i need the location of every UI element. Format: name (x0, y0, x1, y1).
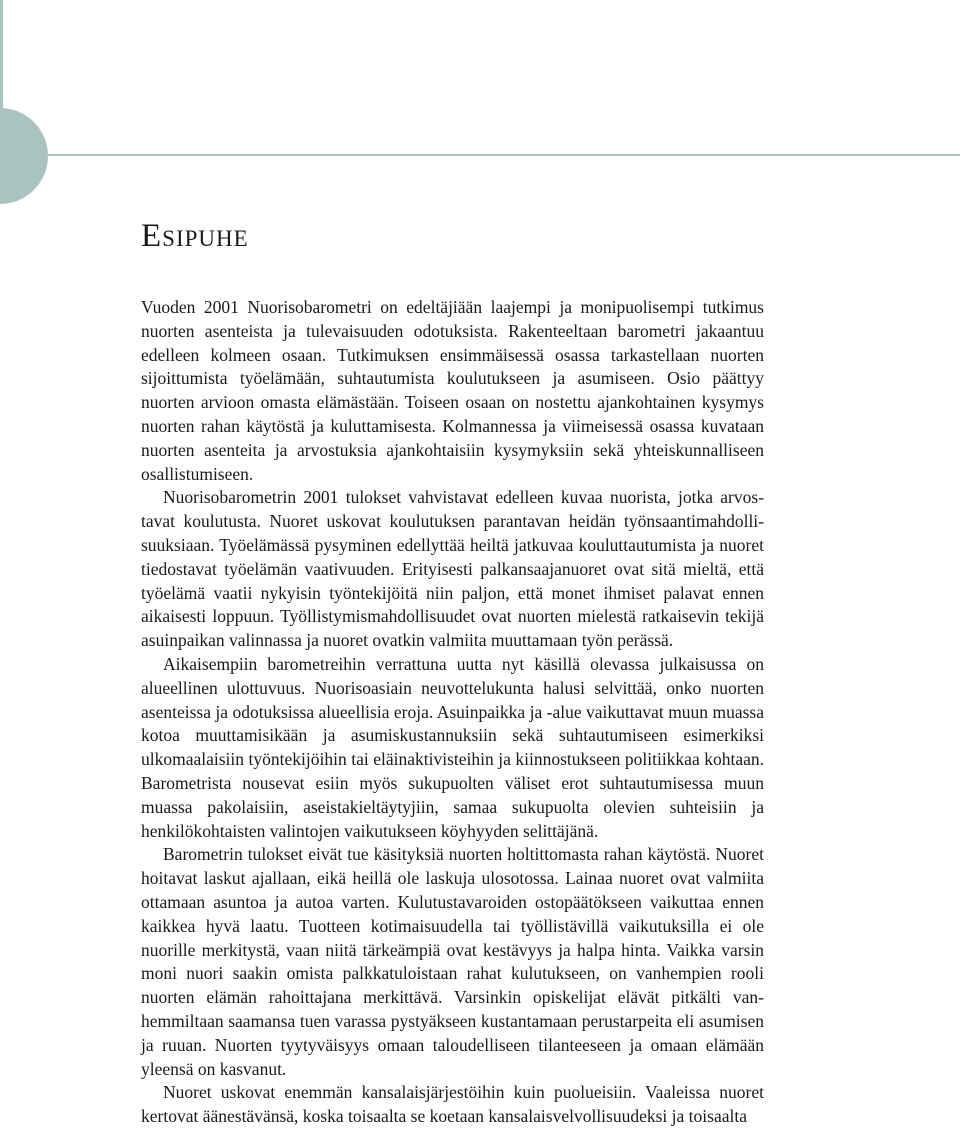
paragraph-3: Aikaisempiin barometreihin verrattuna uutta nyt käsillä olevassa julkaisussa on alueellinen ulottuvuus. Nuorisoasiain neuvottelukunta halusi selvittää, onko nuorten asenteissa ja odotuksissa alueellisia eroja. Asuinpaikka ja -alue vaikuttavat muun muassa kotoa muuttamisikään ja asumiskustannuksiin sekä suhtautumiseen esimerkiksi ulkomaalaisiin työntekijöihin tai eläinaktivisteihin ja kiinnostukseen politiikkaa kohtaan. Barometrista nousevat esiin myös sukupuolten väliset erot suhtautumisessa muun muassa pakolaisiin, aseistakieltäytyjiin, samaa sukupuolta olevien suhteisiin ja henkilökohtaisten valintojen vaikutukseen köyhyyden selittäjänä. (141, 653, 764, 841)
paragraph-4: Barometrin tulokset eivät tue käsityksiä nuorten holtittomasta rahan käytöstä. Nuoret hoitavat laskut ajallaan, eikä heillä ole laskuja ulosotossa. Lainaa nuoret ovat valmiita ottamaan asuntoa ja autoa varten. Kulutustavaroiden ostopäätökseen vaikuttaa ennen kaikkea hyvä laatu. Tuotteen kotimaisuudella tai työllistävillä vaikutuksilla ei ole nuorille merkitystä, vaan niitä tärkeämpiä ovat kestävyys ja halpa hinta. Vaikka varsin moni nuori saakin omista palkkatuloistaan rahat kulutukseen, on vanhempien rooli nuorten elämän rahoittajana merkittävä. Varsinkin opiskelijat elävät pitkälti vanhemmiltaan saamansa tuen varassa pystyäkseen kustantamaan perustarpeita eli asumisen ja ruuan. Nuorten tyytyväisyys omaan taloudelliseen tilanteeseen ja omaan elämään yleensä on kasvanut. (141, 844, 764, 1079)
paragraph-2: Nuorisobarometrin 2001 tulokset vahvistavat edelleen kuvaa nuorista, jotka arvostavat koulutusta. Nuoret uskovat koulutuksen parantavan heidän työnsaantimahdollisuuksiaan. Työelämässä pysyminen edellyttää heiltä jatkuvaa kouluttautumista ja nuoret tiedostavat työelämän vaativuuden. Erityisesti palkansaajanuoret ovat sitä mieltä, että työelämä vaatii nykyisin työntekijöitä niin paljon, että monet ihmiset palavat ennen aikaisesti loppuun. Työllistymismahdollisuudet ovat nuorten mielestä ratkaisevin tekijä asuinpaikan valinnassa ja nuoret ovatkin valmiita muuttamaan työn perässä. (141, 487, 764, 651)
chapter-title: Esipuhe (141, 218, 249, 254)
paragraph-1: Vuoden 2001 Nuorisobarometri on edeltäjiään laajempi ja monipuolisempi tutkimus nuorten asenteista ja tulevaisuuden odotuksista. Rakenteeltaan barometri jakaantuu edelleen kolmeen osaan. Tutkimuksen ensimmäisessä osassa tarkastellaan nuorten sijoittumista työelämään, suhtautumista koulutukseen ja asumiseen. Osio päättyy nuorten arvioon omasta elämästään. Toiseen osaan on nostettu ajankohtainen kysymys nuorten rahan käytöstä ja kuluttamisesta. Kolmannessa ja viimeisessä osassa kuvataan nuorten asenteita ja arvostuksia ajankohtaisiin kysymyksiin sekä yhteiskunnalliseen osallistumiseen. (141, 297, 764, 484)
chapter-tab-disc (0, 108, 48, 204)
body-text (141, 296, 764, 1129)
paragraph-5: Nuoret uskovat enemmän kansalaisjärjestöihin kuin puolueisiin. Vaaleissa nuoret kertovat äänestävänsä, koska toisaalta se koetaan kansalaisvelvollisuudeksi ja toisaalta (141, 1082, 764, 1127)
header-rule (48, 154, 960, 156)
left-margin-rule (0, 0, 3, 110)
